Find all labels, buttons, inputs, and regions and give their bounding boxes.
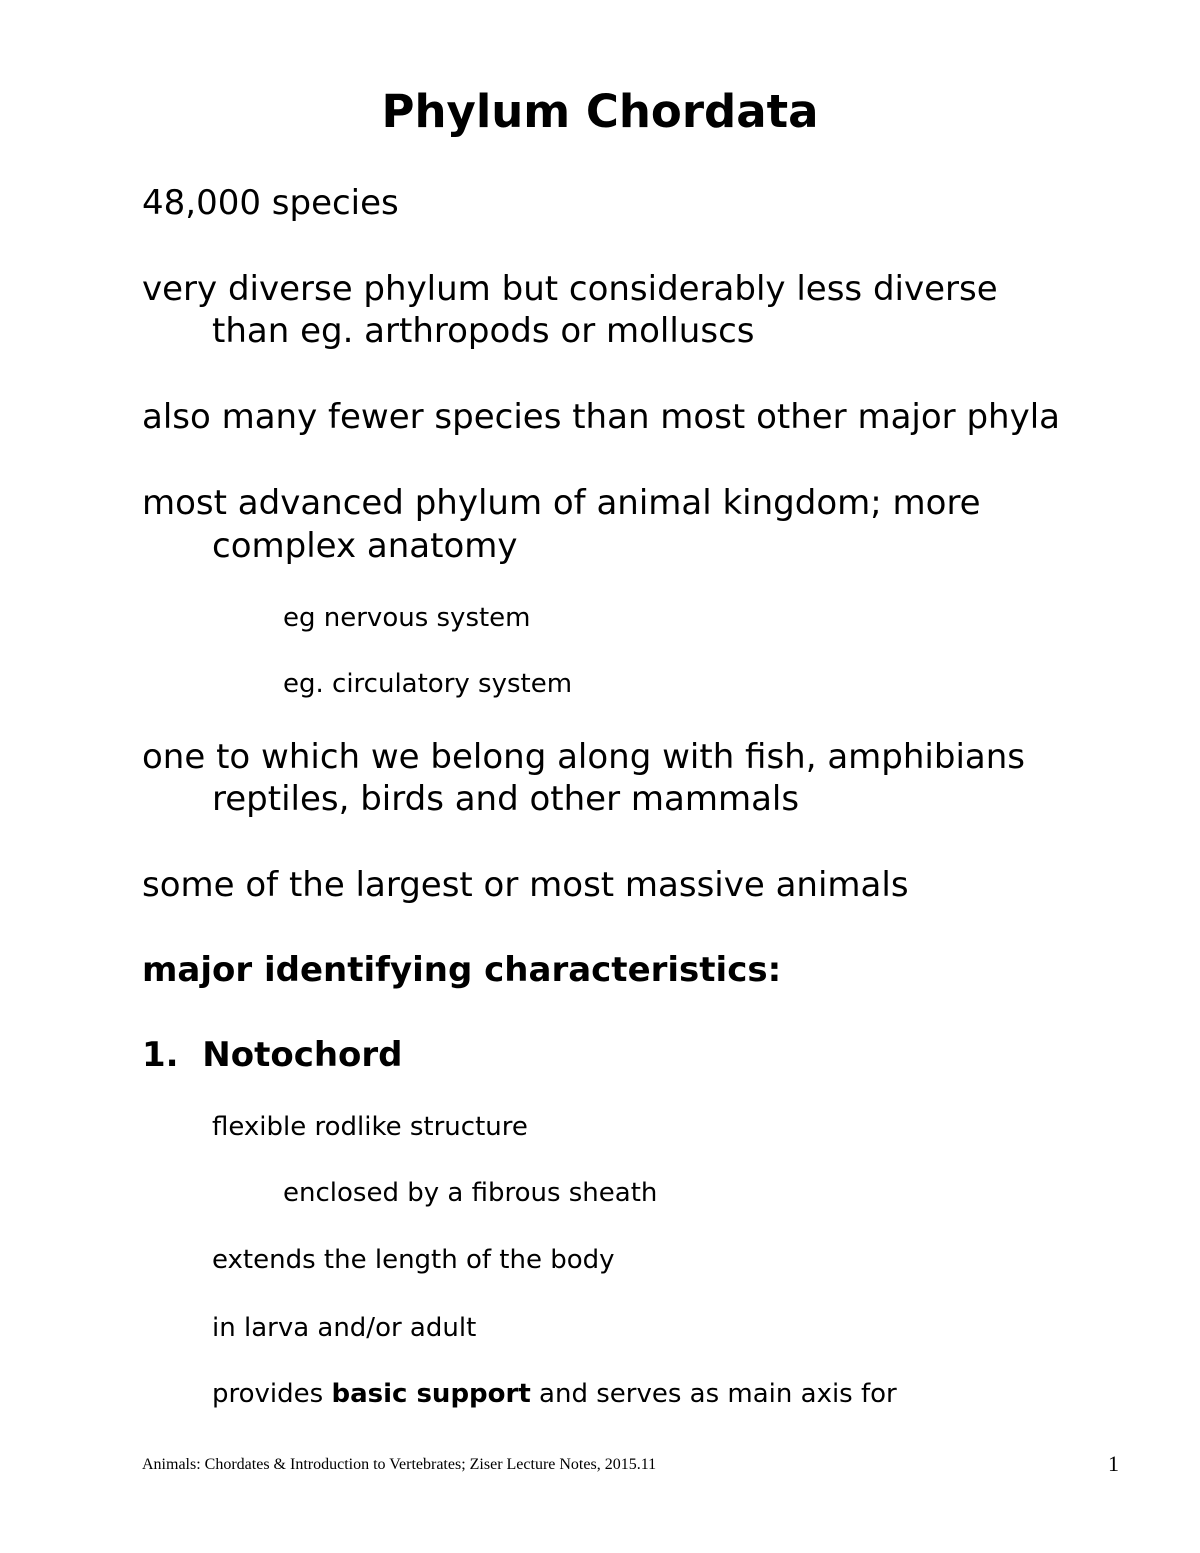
belong-line-1: one to which we belong along with fish, amphibians [142, 737, 1026, 777]
belong-line-2: reptiles, birds and other mammals [212, 779, 800, 819]
diversity-line-1: very diverse phylum but considerably less diverse [142, 269, 998, 309]
advanced-line-1: most advanced phylum of animal kingdom; more [142, 483, 981, 523]
notochord-point-1: flexible rodlike structure [212, 1112, 528, 1142]
example-circulatory-system: eg. circulatory system [283, 669, 573, 699]
notochord-number: 1. [142, 1035, 179, 1075]
notochord-point-2: extends the length of the body [212, 1245, 615, 1275]
notochord-point-4 [212, 1381, 897, 1407]
point-4-suffix: and serves as main axis for [530, 1379, 897, 1409]
page-title: Phylum Chordata [381, 85, 819, 138]
species-count: 48,000 species [142, 183, 399, 223]
advanced-line-2: complex anatomy [212, 526, 518, 566]
fewer-species-line: also many fewer species than most other major phyla [142, 397, 1060, 437]
notochord-heading-text: Notochord [202, 1035, 403, 1075]
diversity-line-2: than eg. arthropods or molluscs [212, 311, 755, 351]
basic-support-emphasis: basic support [331, 1379, 531, 1409]
largest-animals-line: some of the largest or most massive animals [142, 865, 909, 905]
notochord-point-1-sub: enclosed by a fibrous sheath [283, 1178, 658, 1208]
notochord-heading [142, 1035, 403, 1075]
page-number: 1 [1108, 1451, 1119, 1476]
page-footer: Animals: Chordates & Introduction to Vertebrates; Ziser Lecture Notes, 2015.11 [142, 1456, 657, 1473]
example-nervous-system: eg nervous system [283, 603, 531, 633]
characteristics-heading: major identifying characteristics: [142, 950, 782, 990]
notochord-point-3: in larva and/or adult [212, 1313, 477, 1343]
point-4-prefix: provides [212, 1379, 332, 1409]
